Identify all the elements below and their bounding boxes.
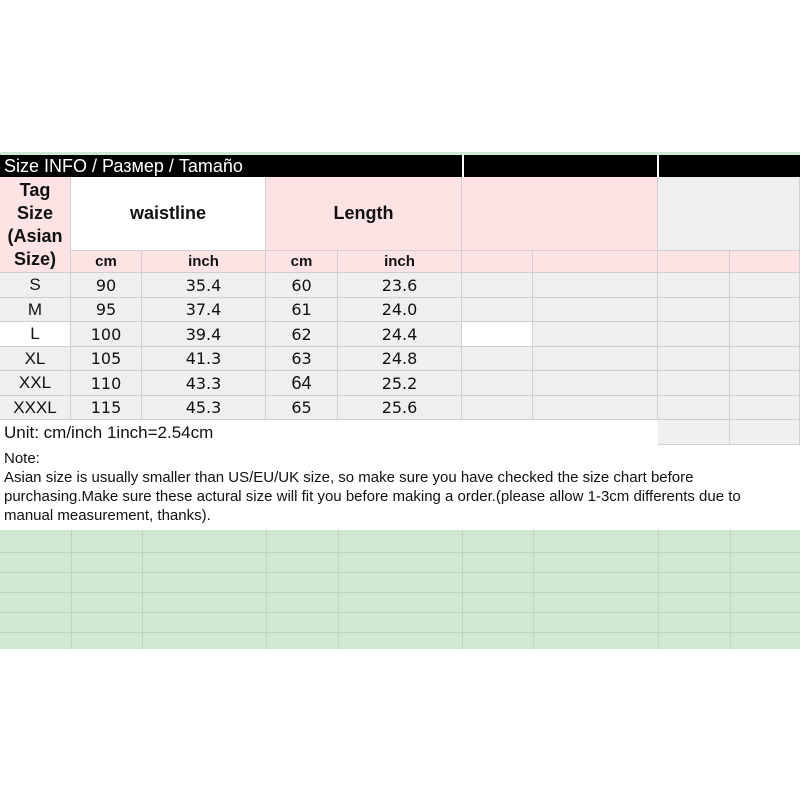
- empty-cell: [462, 322, 533, 347]
- empty-cell: [462, 371, 533, 396]
- length-inch-cell: 25.6: [338, 396, 462, 420]
- empty-cell: [730, 273, 800, 298]
- length-inch-cell: 24.8: [338, 347, 462, 371]
- empty-cell: [533, 298, 658, 322]
- length-inch-cell: 24.0: [338, 298, 462, 322]
- empty-cell: [462, 251, 533, 273]
- empty-cell: [658, 420, 730, 445]
- size-cell: XL: [0, 347, 71, 371]
- empty-cell: [533, 371, 658, 396]
- length-cm-cell: 60: [266, 273, 338, 298]
- empty-cell: [730, 371, 800, 396]
- length-inch-cell: 24.4: [338, 322, 462, 347]
- length-cm-cell: 64: [266, 371, 338, 396]
- title-divider: [462, 155, 464, 177]
- grid-line: [0, 572, 800, 573]
- length-cm-cell: 62: [266, 322, 338, 347]
- note-label: Note:: [4, 450, 40, 467]
- grid-line: [0, 552, 800, 553]
- waist-cm-cell: 115: [71, 396, 142, 420]
- waistline-header: waistline: [71, 177, 266, 251]
- empty-cell: [462, 298, 533, 322]
- grid-line: [142, 530, 143, 649]
- title-divider: [657, 155, 659, 177]
- grid-line: [266, 530, 267, 649]
- waist-inch-cell: 37.4: [142, 298, 266, 322]
- size-cell: XXXL: [0, 396, 71, 420]
- length-cm-cell: 65: [266, 396, 338, 420]
- empty-cell: [658, 251, 730, 273]
- grid-line: [0, 632, 800, 633]
- empty-cell: [533, 251, 658, 273]
- waist-cm-cell: 90: [71, 273, 142, 298]
- grid-line: [533, 530, 534, 649]
- grid-line: [658, 530, 659, 649]
- empty-cell: [730, 420, 800, 445]
- grid-line: [730, 530, 731, 649]
- length-cm-header: cm: [266, 251, 338, 273]
- size-cell: L: [0, 322, 71, 347]
- grid-line: [338, 530, 339, 649]
- waist-inch-cell: 35.4: [142, 273, 266, 298]
- waist-inch-cell: 43.3: [142, 371, 266, 396]
- note-text: Asian size is usually smaller than US/EU/UK size, so make sure you have checked the size chart before purchasing.Make sure these actural size will fit you before making a order.(please allow 1-3cm differents due to manual measurement, thanks).: [4, 469, 741, 524]
- length-inch-header: inch: [338, 251, 462, 273]
- note-block: [4, 449, 794, 525]
- empty-cell: [730, 322, 800, 347]
- grid-line: [0, 612, 800, 613]
- waist-inch-cell: 39.4: [142, 322, 266, 347]
- table-title: Size INFO / Размер / Tamaño: [4, 156, 243, 176]
- waist-cm-header: cm: [71, 251, 142, 273]
- waist-cm-cell: 100: [71, 322, 142, 347]
- empty-cell: [533, 347, 658, 371]
- empty-cell: [462, 347, 533, 371]
- empty-cell: [462, 273, 533, 298]
- empty-cell: [658, 347, 730, 371]
- length-inch-cell: 25.2: [338, 371, 462, 396]
- empty-cell: [462, 396, 533, 420]
- length-header: Length: [266, 177, 462, 251]
- size-cell: S: [0, 273, 71, 298]
- size-cell: M: [0, 298, 71, 322]
- unit-text: Unit: cm/inch 1inch=2.54cm: [4, 423, 214, 442]
- empty-cell: [533, 396, 658, 420]
- grid-line: [462, 530, 463, 649]
- length-inch-cell: 23.6: [338, 273, 462, 298]
- empty-cell: [658, 273, 730, 298]
- empty-cell: [658, 322, 730, 347]
- empty-header-cell: [658, 177, 800, 251]
- empty-cell: [730, 396, 800, 420]
- empty-cell: [533, 273, 658, 298]
- empty-cell: [730, 251, 800, 273]
- waist-cm-cell: 95: [71, 298, 142, 322]
- size-cell: XXL: [0, 371, 71, 396]
- empty-cell: [533, 322, 658, 347]
- empty-cell: [730, 298, 800, 322]
- waist-cm-cell: 105: [71, 347, 142, 371]
- grid-line: [71, 530, 72, 649]
- empty-cell: [730, 347, 800, 371]
- grid-line: [0, 592, 800, 593]
- waist-inch-header: inch: [142, 251, 266, 273]
- waist-inch-cell: 45.3: [142, 396, 266, 420]
- waist-cm-cell: 110: [71, 371, 142, 396]
- empty-cell: [658, 396, 730, 420]
- empty-header-cell: [462, 177, 658, 251]
- waist-inch-cell: 41.3: [142, 347, 266, 371]
- empty-cell: [658, 298, 730, 322]
- tag-size-header: Tag Size (Asian Size): [0, 177, 71, 273]
- length-cm-cell: 63: [266, 347, 338, 371]
- empty-cell: [658, 371, 730, 396]
- length-cm-cell: 61: [266, 298, 338, 322]
